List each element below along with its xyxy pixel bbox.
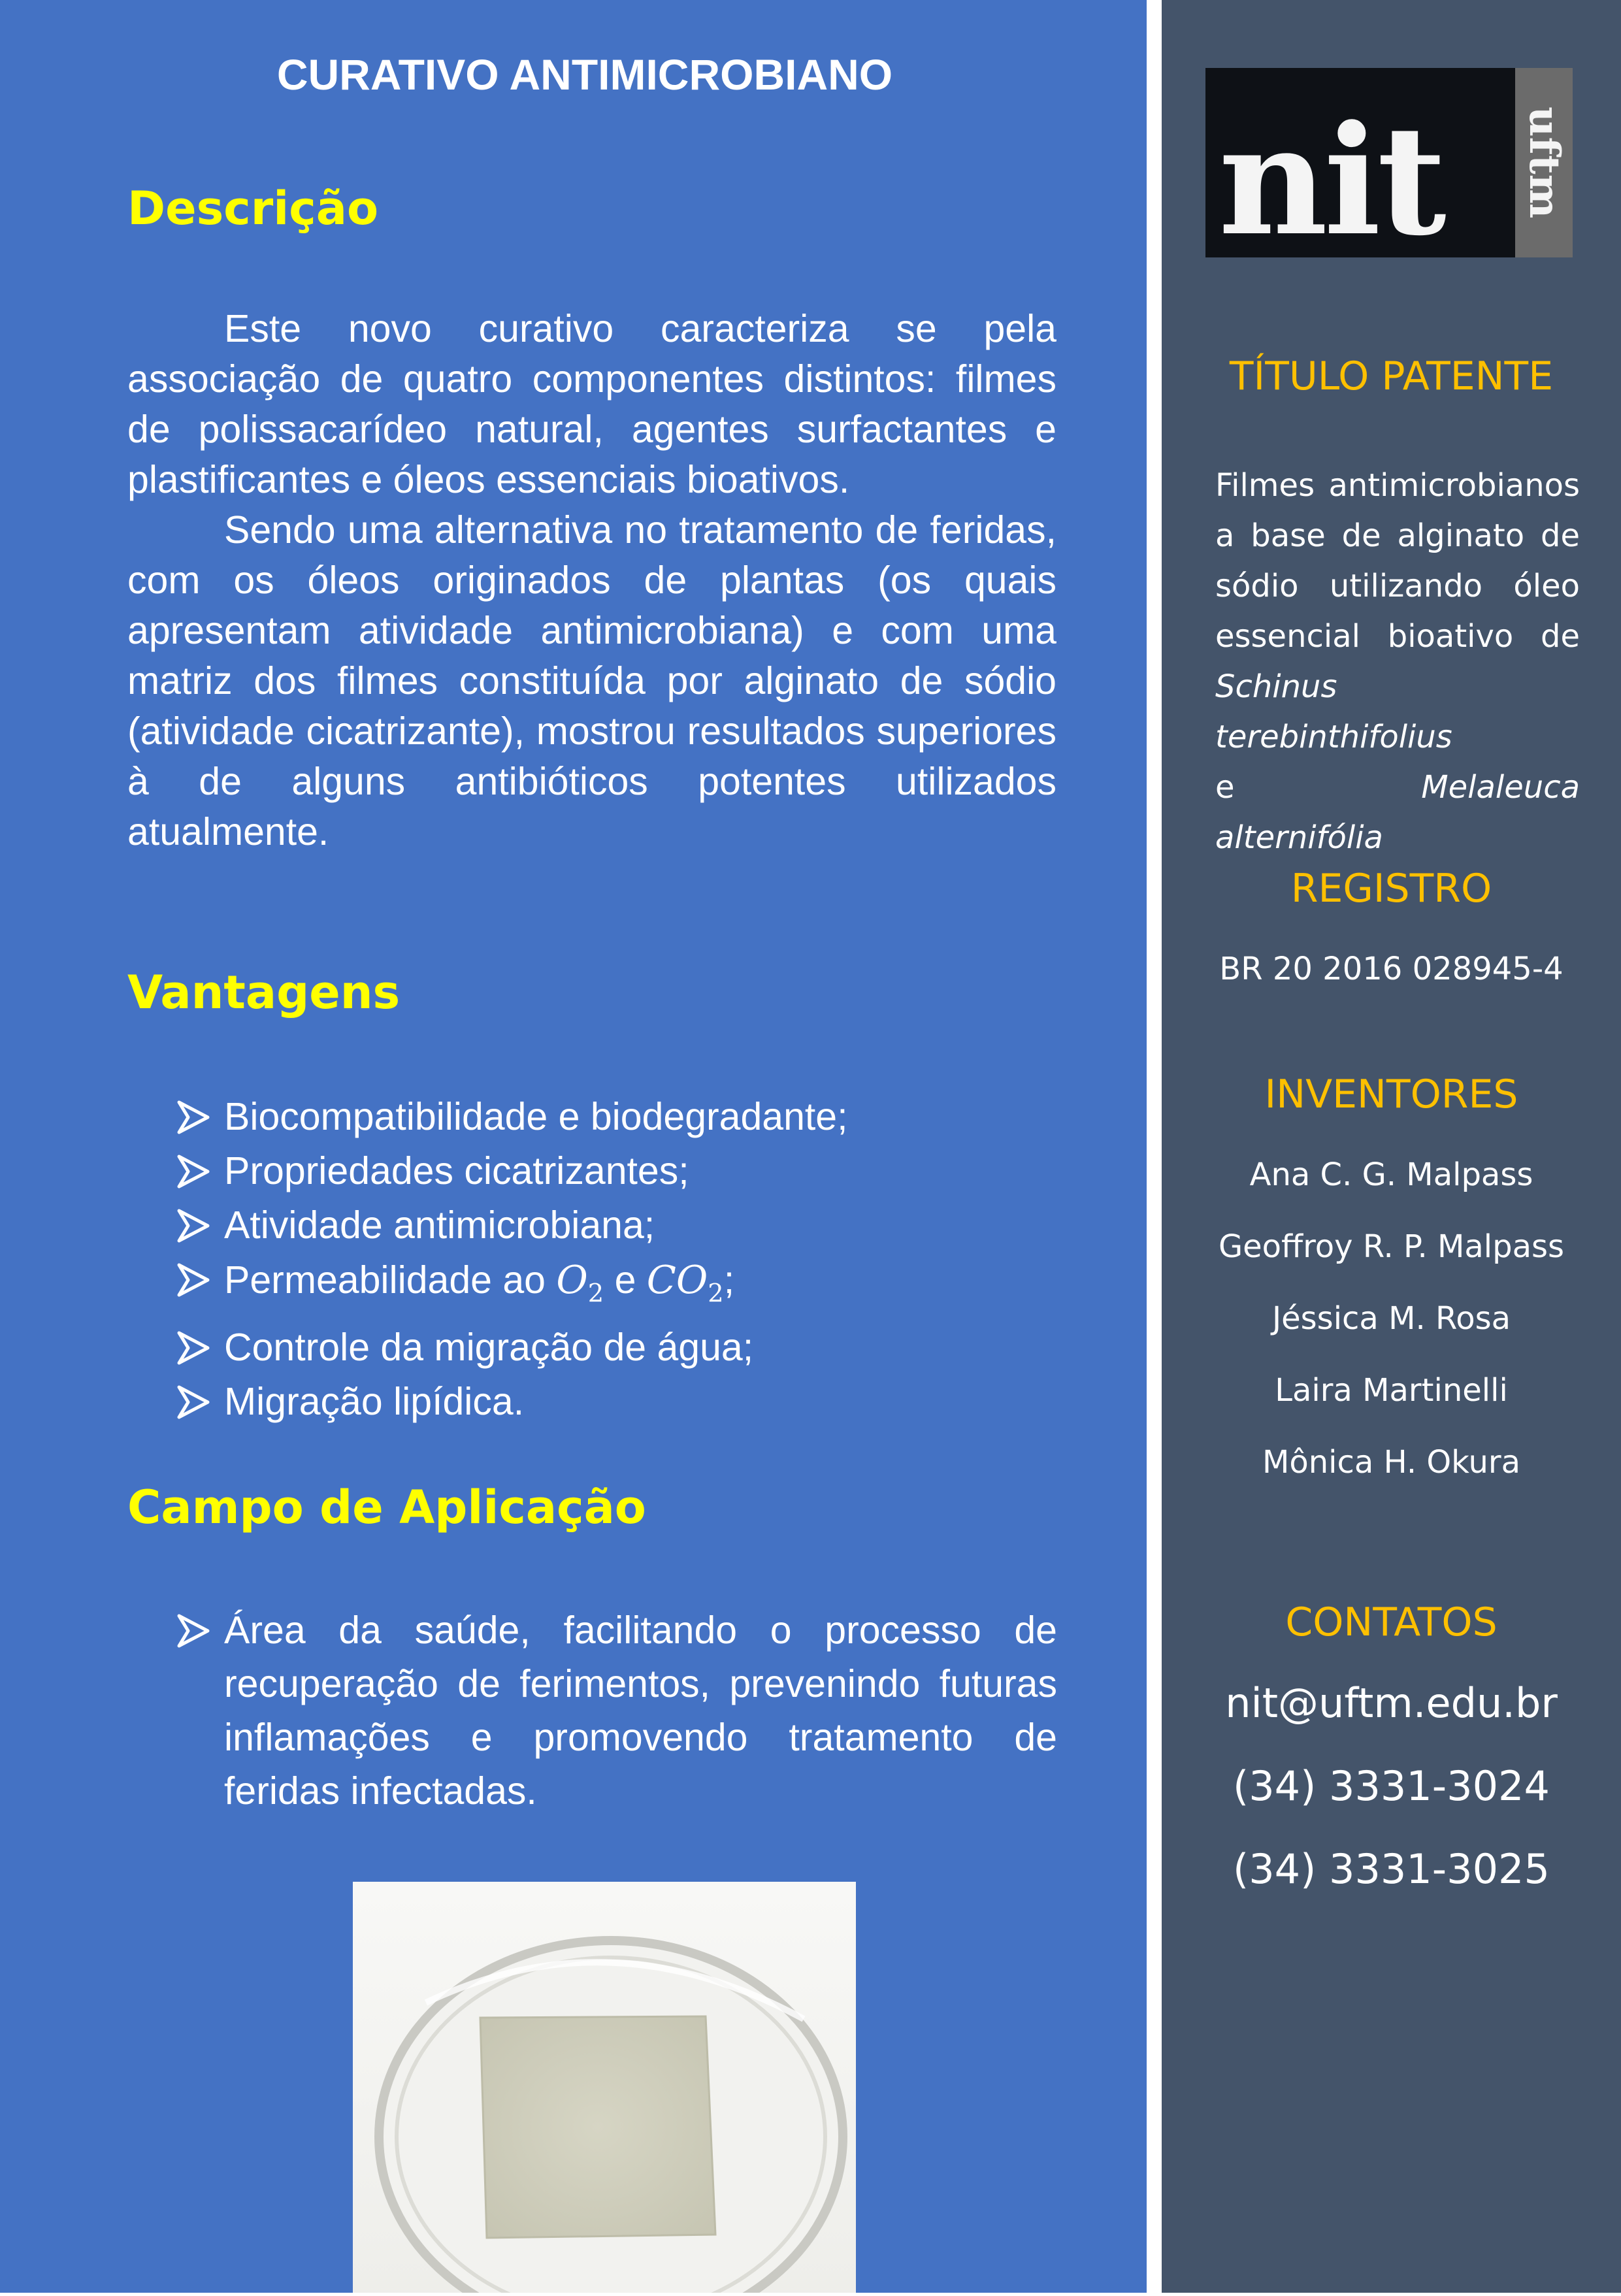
patent-title-text <box>1215 461 1580 863</box>
campo-text: Área da saúde, facilitando o processo de recuperação de ferimentos, prevenindo futuras inflamações e promovendo tratamento de feridas infectadas. <box>224 1609 1057 1812</box>
arrow-bullet-icon <box>175 1603 214 1658</box>
right-panel <box>1162 0 1621 2293</box>
list-item <box>175 1603 1057 1818</box>
inventor-name: Geoffroy R. P. Malpass <box>1218 1228 1565 1265</box>
patent-line: a base de alginato de <box>1215 517 1580 554</box>
vantagem-text: Biocompatibilidade e biodegradante; <box>224 1095 848 1138</box>
vantagem-text: Atividade antimicrobiana; <box>224 1204 655 1247</box>
logo-text-nit: nit <box>1219 93 1443 269</box>
campo-heading: Campo de Aplicação <box>127 1481 646 1534</box>
nit-uftm-logo <box>1205 68 1573 269</box>
descricao-body <box>127 304 1056 857</box>
contatos-heading: CONTATOS <box>1285 1599 1498 1645</box>
list-item <box>175 1253 1057 1320</box>
patent-line: essencial bioativo de <box>1215 618 1580 655</box>
vantagens-list <box>175 1090 1057 1429</box>
vantagem-text: Permeabilidade ao <box>224 1258 546 1302</box>
descricao-paragraph-1: Este novo curativo caracteriza se pela associação de quatro componentes distintos: filmes de polissacarídeo natural, agentes surfactantes e plastificantes e óleos essenciais bioativos. <box>127 307 1056 501</box>
arrow-bullet-icon <box>175 1090 214 1144</box>
campo-list <box>175 1603 1057 1818</box>
conjunction-text: e <box>604 1258 647 1302</box>
vantagem-text: Controle da migração de água; <box>224 1325 754 1369</box>
titulo-patente-heading: TÍTULO PATENTE <box>1229 353 1554 399</box>
inventor-name: Mônica H. Okura <box>1262 1444 1521 1481</box>
page-title: CURATIVO ANTIMICROBIANO <box>276 50 893 99</box>
vantagens-heading: Vantagens <box>127 966 401 1019</box>
arrow-bullet-icon <box>175 1253 214 1307</box>
registro-number: BR 20 2016 028945-4 <box>1219 951 1564 987</box>
arrow-bullet-icon <box>175 1320 214 1375</box>
inventores-heading: INVENTORES <box>1264 1072 1518 1117</box>
item-end: ; <box>723 1258 735 1302</box>
contact-email[interactable]: nit@uftm.edu.br <box>1225 1679 1558 1727</box>
species-name: Melaleuca alternifólia <box>1215 769 1580 856</box>
logo-text-uftm: uftm <box>1520 107 1569 219</box>
list-item <box>175 1144 1057 1198</box>
contact-phone[interactable]: (34) 3331-3024 <box>1233 1762 1550 1810</box>
patent-line: sódio utilizando óleo <box>1215 568 1580 604</box>
product-photo <box>353 1882 856 2293</box>
vantagem-text: Propriedades cicatrizantes; <box>224 1149 689 1192</box>
list-item <box>175 1198 1057 1253</box>
patent-line <box>1215 662 1580 763</box>
arrow-bullet-icon <box>175 1375 214 1429</box>
patent-line: e Melaleuca alternifólia <box>1215 769 1580 856</box>
inventor-name: Jéssica M. Rosa <box>1271 1300 1511 1337</box>
list-item <box>175 1375 1057 1429</box>
petri-dish-image <box>353 1882 856 2293</box>
descricao-heading: Descrição <box>127 182 379 235</box>
list-item <box>175 1320 1057 1375</box>
co2-formula: $CO_2$ <box>646 1257 724 1308</box>
inventor-name: Ana C. G. Malpass <box>1249 1156 1533 1193</box>
patent-line: Filmes antimicrobianos <box>1215 467 1580 504</box>
species-name: Schinus terebinthifolius <box>1215 668 1452 755</box>
arrow-bullet-icon <box>175 1198 214 1253</box>
arrow-bullet-icon <box>175 1144 214 1198</box>
vantagem-text: Migração lipídica. <box>224 1379 525 1423</box>
inventor-name: Laira Martinelli <box>1275 1372 1508 1409</box>
o2-formula: $O_2$ <box>556 1257 604 1308</box>
descricao-paragraph-2: Sendo uma alternativa no tratamento de feridas, com os óleos originados de plantas (os quais apresentam atividade antimicrobiana) e com uma matriz dos filmes constituída por alginato de sódio (atividade cicatrizante), mostrou resultados superiores à de alguns antibióticos potentes utilizados atualmente. <box>127 508 1056 853</box>
contact-phone[interactable]: (34) 3331-3025 <box>1233 1845 1550 1893</box>
registro-heading: REGISTRO <box>1290 866 1492 911</box>
list-item <box>175 1090 1057 1144</box>
